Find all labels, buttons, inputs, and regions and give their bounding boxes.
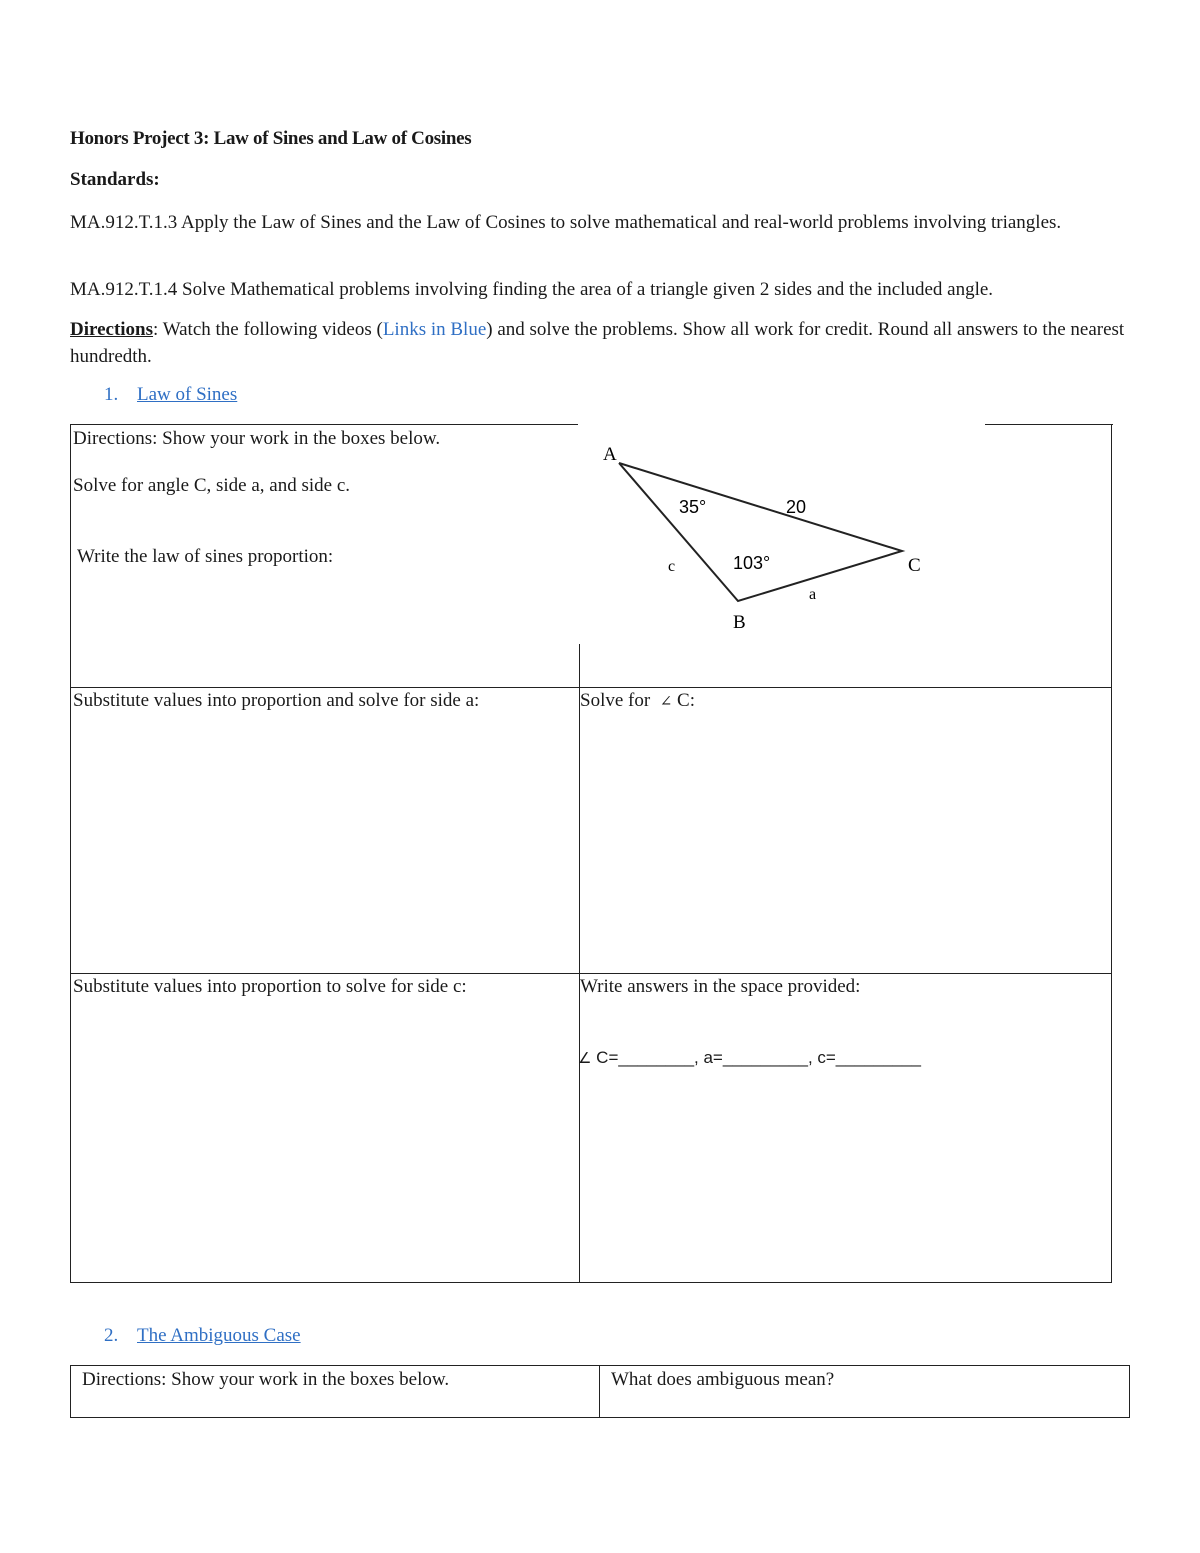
cell-angle-c-prompt — [580, 690, 695, 712]
angle-icon: ∠ — [578, 1050, 592, 1067]
ambiguous-case-link[interactable]: The Ambiguous Case — [137, 1325, 301, 1346]
angle-a-label: 35° — [679, 497, 707, 517]
angle-icon: ∠ — [659, 694, 673, 710]
cell-ambiguous-directions: Directions: Show your work in the boxes below. — [82, 1369, 450, 1390]
vertex-c-label: C — [908, 555, 921, 576]
triangle-diagram — [590, 435, 950, 640]
links-in-blue-text: Links in Blue — [382, 319, 487, 340]
angle-c-prompt-text: Solve for — [580, 690, 660, 711]
directions-text-end: ) and solve the problems. Show all work for credit. Round all answers to the nearest hundredth. — [70, 319, 1125, 367]
side-a-label: a — [809, 586, 817, 603]
cell-directions: Directions: Show your work in the boxes below. — [73, 428, 441, 449]
law-of-sines-link[interactable]: Law of Sines — [137, 384, 238, 405]
angle-b-label: 103° — [733, 553, 771, 573]
angle-c-prompt-suffix: C: — [672, 690, 695, 711]
standard-t14: MA.912.T.1.4 Solve Mathematical problems involving finding the area of a triangle given 2 sides and the included angle. — [70, 279, 994, 300]
answer-blanks: C=________, a=_________, c=_________ — [591, 1048, 921, 1067]
standard-t13: MA.912.T.1.3 Apply the Law of Sines and the Law of Cosines to solve mathematical and real-world problems involving triangles. — [70, 212, 1062, 233]
vertex-a-label: A — [603, 444, 617, 465]
cell-ambiguous-question: What does ambiguous mean? — [611, 1369, 835, 1390]
section-1-heading — [104, 384, 237, 406]
cell-write-proportion: Write the law of sines proportion: — [77, 546, 334, 567]
standards-label: Standards: — [70, 169, 160, 190]
cell-answers-prompt: Write answers in the space provided: — [580, 976, 861, 997]
answer-line[interactable] — [578, 1048, 921, 1068]
cell-side-a-prompt: Substitute values into proportion and solve for side a: — [73, 690, 480, 711]
section-2-heading — [104, 1325, 301, 1347]
section-2-number: 2. — [104, 1325, 119, 1346]
document-title: Honors Project 3: Law of Sines and Law of Cosines — [70, 128, 472, 149]
directions-label: Directions — [70, 319, 154, 340]
side-ac-label: 20 — [786, 497, 807, 517]
triangle-shape — [619, 463, 902, 601]
directions-text-start: : Watch the following videos ( — [153, 319, 383, 340]
cell-side-c-prompt: Substitute values into proportion to solve for side c: — [73, 976, 467, 997]
vertex-b-label: B — [733, 612, 746, 633]
cell-solve-instruction: Solve for angle C, side a, and side c. — [73, 475, 351, 496]
directions-paragraph — [70, 316, 1140, 370]
side-c-label: c — [668, 558, 676, 575]
section-1-number: 1. — [104, 384, 119, 405]
